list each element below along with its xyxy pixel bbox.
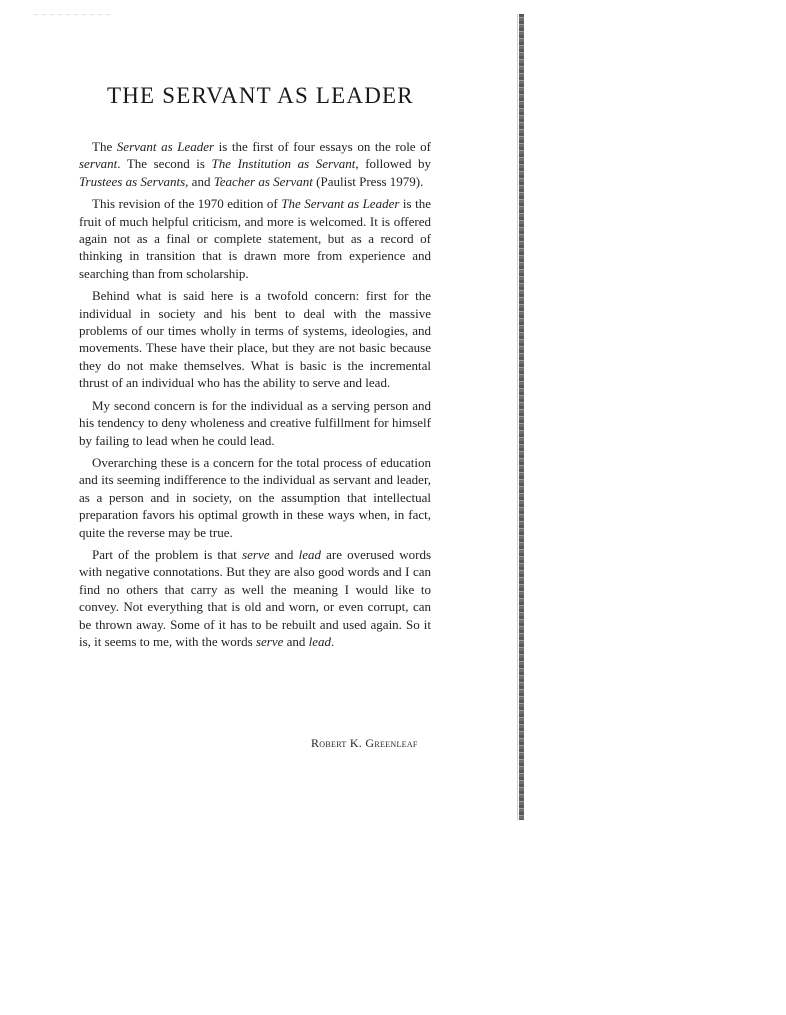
paragraph (79, 138, 431, 190)
paragraph (79, 287, 431, 391)
text-run: , and (185, 173, 214, 189)
italic-text: serve (255, 633, 284, 649)
body-text (79, 138, 431, 650)
page-title: THE SERVANT AS LEADER (107, 83, 414, 108)
paragraph (79, 546, 431, 650)
text-run: and (269, 546, 299, 562)
text-run: , followed by (355, 156, 432, 172)
binding-shadow (517, 14, 518, 820)
author-signature: Robert K. Greenleaf (311, 736, 418, 750)
italic-text: The Institution as Servant (211, 156, 356, 172)
text-run: and (283, 633, 309, 649)
book-binding-edge (519, 14, 524, 820)
italic-text: Servant as Leader (116, 139, 215, 154)
text-run: . The second is (117, 156, 212, 172)
italic-text: servant (79, 156, 118, 172)
text-run: Behind what is said here is a twofold concern: first for the individual in society and his bent to deal with the massive problems of our times wholly in terms of systems, ideologies, and movements. These have their place, but they are not basic because they do not make themselves. What is basic is the incremental thrust of an individual who has the ability to serve and lead. (79, 288, 431, 391)
text-run: This revision of the 1970 edition of (92, 196, 282, 212)
paragraph (79, 195, 431, 282)
italic-text: The Servant as Leader (281, 196, 400, 212)
text-run: The (92, 139, 117, 154)
text-run: is the first of four essays on the role of (214, 139, 431, 154)
italic-text: serve (242, 546, 270, 562)
scan-artifact (34, 14, 114, 15)
text-run: My second concern is for the individual as a serving person and his tendency to deny wholeness and creative fulfillment for himself by failing to lead when he could lead. (79, 397, 431, 448)
italic-text: lead (308, 633, 332, 649)
text-run: Overarching these is a concern for the total process of education and its seeming indifference to the individual as servant and leader, as a person and in society, on the assumption that intellectual preparation favors his optimal growth in these ways when, in fact, quite the reverse may be true. (79, 454, 431, 540)
text-run: (Paulist Press 1979). (312, 173, 424, 189)
italic-text: lead (298, 546, 321, 562)
text-run: Part of the problem is that (92, 546, 243, 562)
italic-text: Teacher as Servant (213, 173, 313, 189)
text-run: is the fruit of much helpful criticism, and more is welcomed. It is offered again not as a final or complete statement, but as a record of thinking in transition that is drawn more from experience and searching than from scholarship. (79, 196, 431, 281)
text-run: are overused words with negative connotations. But they are also good words and I can find no others that carry as well the meaning I would like to convey. Not everything that is old and worn, or even corrupt, can be thrown away. Some of it has to be rebuilt and used again. So it is, it seems to me, with the words (79, 546, 431, 649)
italic-text: Trustees as Servants (79, 173, 186, 189)
text-run: . (331, 633, 335, 649)
paragraph (79, 454, 431, 541)
paragraph (79, 397, 431, 449)
